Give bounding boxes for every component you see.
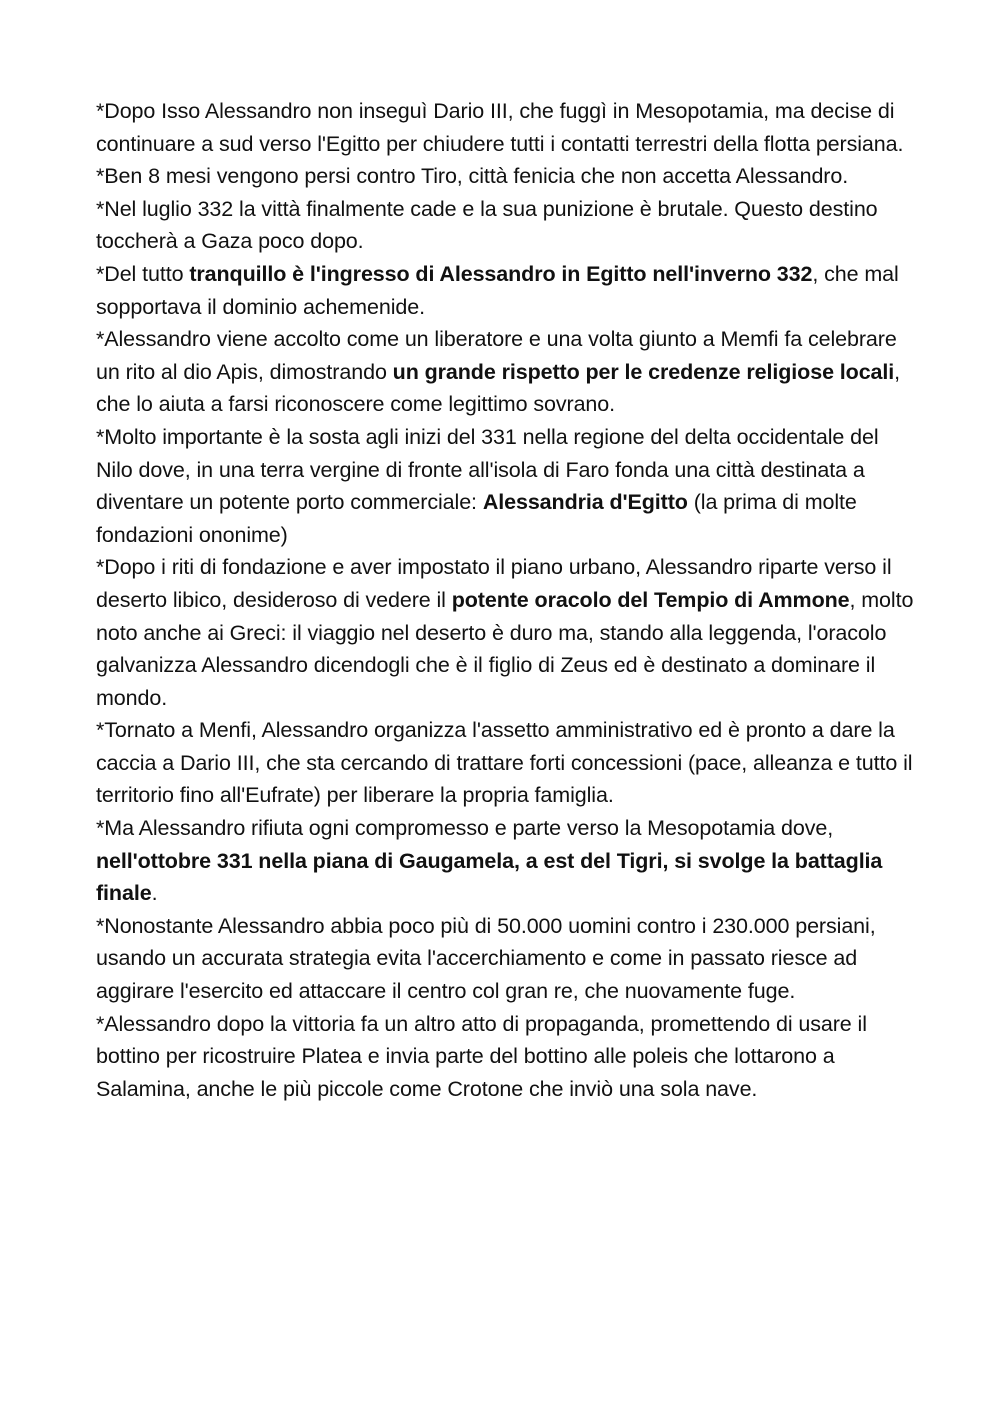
paragraph-text: *Ben 8 mesi vengono persi contro Tiro, città fenicia che non accetta Alessandro. [96, 164, 849, 189]
paragraph-text: *Alessandro viene accolto come un liberatore e una volta giunto a Memfi fa celebrare un rito al dio Apis, dimostrando [96, 327, 897, 384]
paragraph-strategia [96, 910, 916, 1008]
paragraph-text: *Molto importante è la sosta agli inizi del 331 nella regione del delta occidentale del Nilo dove, in una terra vergine di fronte all'isola di Faro fonda una città destinata a diventare un potente porto commerciale: [96, 424, 879, 515]
paragraph-text: *Nonostante Alessandro abbia poco più di 50.000 uomini contro i 230.000 persiani, usando un accurata strategia evita l'accerchiamento e come in passato riesce ad aggirare l'esercito ed attaccare il centro col gran re, che nuovamente fuge. [96, 913, 876, 1004]
paragraph-gaugamela [96, 812, 916, 910]
paragraph-egitto [96, 258, 916, 323]
paragraph-text: *Dopo Isso Alessandro non inseguì Dario III, che fuggì in Mesopotamia, ma decise di continuare a sud verso l'Egitto per chiudere tutti i contatti terrestri della flotta persiana. [96, 99, 904, 156]
bold-text: nell'ottobre 331 nella piana di Gaugamela, a est del Tigri, si svolge la battaglia finale [96, 848, 883, 906]
bold-text: Alessandria d'Egitto [482, 490, 688, 515]
paragraph-text: , che lo aiuta a farsi riconoscere come legittimo sovrano. [96, 359, 901, 417]
paragraph-tiro [96, 160, 916, 193]
paragraph-text: (la prima di molte fondazioni ononime) [96, 490, 857, 547]
paragraph-text: *Del tutto [96, 261, 190, 286]
paragraph-dario [96, 714, 916, 812]
bold-text: potente oracolo del Tempio di Ammone [451, 587, 850, 612]
paragraph-alessandria [96, 421, 916, 551]
paragraph-text: *Ma Alessandro rifiuta ogni compromesso e parte verso la Mesopotamia dove, [96, 816, 834, 841]
paragraph-luglio-332 [96, 193, 916, 258]
paragraph-text: , molto noto anche ai Greci: il viaggio nel deserto è duro ma, stando alla leggenda, l'oracolo galvanizza Alessandro dicendogli che è il figlio di Zeus ed è destinato a dominare il mondo. [96, 587, 914, 710]
paragraph-text: *Alessandro dopo la vittoria fa un altro atto di propaganda, promettendo di usare il bottino per ricostruire Platea e invia parte del bottino alle poleis che lottarono a Salamina, anche le più piccole come Crotone che inviò una sola nave. [96, 1011, 867, 1101]
bold-text: un grande rispetto per le credenze religiose locali [392, 359, 895, 384]
paragraph-text: *Nel luglio 332 la vittà finalmente cade e la sua punizione è brutale. Questo destino toccherà a Gaza poco dopo. [96, 196, 878, 254]
paragraph-text: . [151, 881, 158, 906]
document-body [96, 95, 916, 1105]
paragraph-ammone [96, 551, 916, 714]
paragraph-propaganda [96, 1008, 916, 1106]
paragraph-text: *Tornato a Menfi, Alessandro organizza l'assetto amministrativo ed è pronto a dare la caccia a Dario III, che sta cercando di trattare forti concessioni (pace, alleanza e tutto il territorio fino all'Eufrate) per liberare la propria famiglia. [96, 718, 913, 808]
paragraph-text: *Dopo i riti di fondazione e aver impostato il piano urbano, Alessandro riparte verso il deserto libico, desideroso di vedere il [96, 555, 892, 612]
bold-text: tranquillo è l'ingresso di Alessandro in Egitto nell'inverno 332 [189, 261, 813, 286]
paragraph-text: , che mal sopportava il dominio achemenide. [96, 261, 899, 319]
paragraph-isso [96, 95, 916, 160]
paragraph-memfi [96, 323, 916, 421]
